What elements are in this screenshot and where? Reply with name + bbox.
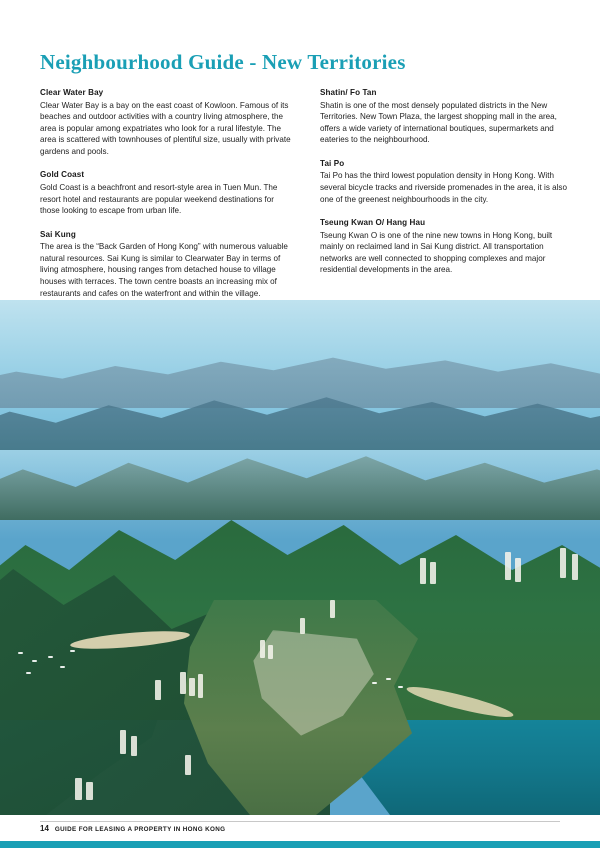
boat xyxy=(48,656,53,658)
entry-shatin-fo-tan xyxy=(320,88,572,146)
page-footer xyxy=(40,824,225,833)
boat xyxy=(26,672,31,674)
page-number: 14 xyxy=(40,824,49,833)
footer-text: GUIDE FOR LEASING A PROPERTY IN HONG KONG xyxy=(54,826,226,833)
aerial-photo xyxy=(0,300,600,815)
building xyxy=(330,600,335,618)
boat xyxy=(70,650,75,652)
entry-heading: Sai Kung xyxy=(40,229,76,239)
building xyxy=(260,640,265,658)
building xyxy=(75,778,82,800)
entry-body: Tai Po has the third lowest population density in Hong Kong. With several bicycle tracks and riverside promenades in the area, it is also one of the greenest neighbourhoods in the city. xyxy=(320,171,567,204)
entry-body: The area is the “Back Garden of Hong Kong” with numerous valuable natural resources. Sai Kung is similar to Clearwater Bay in terms of living atmosphere, housing ranges from detached house to village houses with terraces. The town centre boasts an increasing mix of restaurants and cafes on the waterfront and within the village. xyxy=(40,242,288,298)
column-left xyxy=(40,88,292,312)
boat xyxy=(60,666,65,668)
boat xyxy=(32,660,37,662)
building xyxy=(420,558,426,584)
entry-sai-kung xyxy=(40,230,292,299)
building xyxy=(515,558,521,582)
bottom-accent-bar xyxy=(0,841,600,848)
boat xyxy=(398,686,403,688)
entry-heading: Tai Po xyxy=(320,158,345,168)
entry-heading: Clear Water Bay xyxy=(40,88,104,97)
entry-heading: Shatin/ Fo Tan xyxy=(320,88,377,97)
footer-divider xyxy=(40,821,560,822)
building xyxy=(189,678,195,696)
entry-body: Gold Coast is a beachfront and resort-style area in Tuen Mun. The resort hotel and restaurants are popular weekend destinations for those looking to escape from urban life. xyxy=(40,182,278,216)
building xyxy=(430,562,436,584)
entry-gold-coast xyxy=(40,170,292,216)
boat xyxy=(386,678,391,680)
page-title: Neighbourhood Guide - New Territories xyxy=(40,50,406,74)
building xyxy=(180,672,186,694)
entry-heading: Gold Coast xyxy=(40,170,85,180)
entry-body: Shatin is one of the most densely populated districts in the New Territories. New Town Plaza, the largest shopping mall in the area, offers a wide variety of international boutiques, supermarkets and eateries to the neighbourhood. xyxy=(320,100,557,145)
building xyxy=(86,782,93,800)
entry-body: Clear Water Bay is a bay on the east coast of Kowloon. Famous of its beaches and outdoor activities with a country living atmosphere, the area is popular among expatriates who look for a rural lifestyle. The area is scattered with townhouses of plentiful size, usually with private gardens and pools. xyxy=(40,100,291,156)
building xyxy=(572,554,578,580)
column-right xyxy=(320,88,572,312)
building xyxy=(505,552,511,580)
entry-tseung-kwan-o xyxy=(320,218,572,276)
building xyxy=(300,618,305,634)
building xyxy=(198,674,203,698)
entry-body: Tseung Kwan O is one of the nine new towns in Hong Kong, built mainly on reclaimed land in Sai Kung district. All transportation networks are well connected to shopping complexes and major residential developments in the area. xyxy=(320,230,553,275)
building xyxy=(155,680,161,700)
boat xyxy=(18,652,23,654)
entry-clear-water-bay xyxy=(40,88,292,157)
entry-tai-po xyxy=(320,159,572,205)
boat xyxy=(372,682,377,684)
entry-heading: Tseung Kwan O/ Hang Hau xyxy=(320,218,426,228)
building xyxy=(131,736,137,756)
building xyxy=(560,548,566,578)
building xyxy=(268,645,273,659)
building xyxy=(185,755,191,775)
text-columns xyxy=(40,88,572,312)
building xyxy=(120,730,126,754)
